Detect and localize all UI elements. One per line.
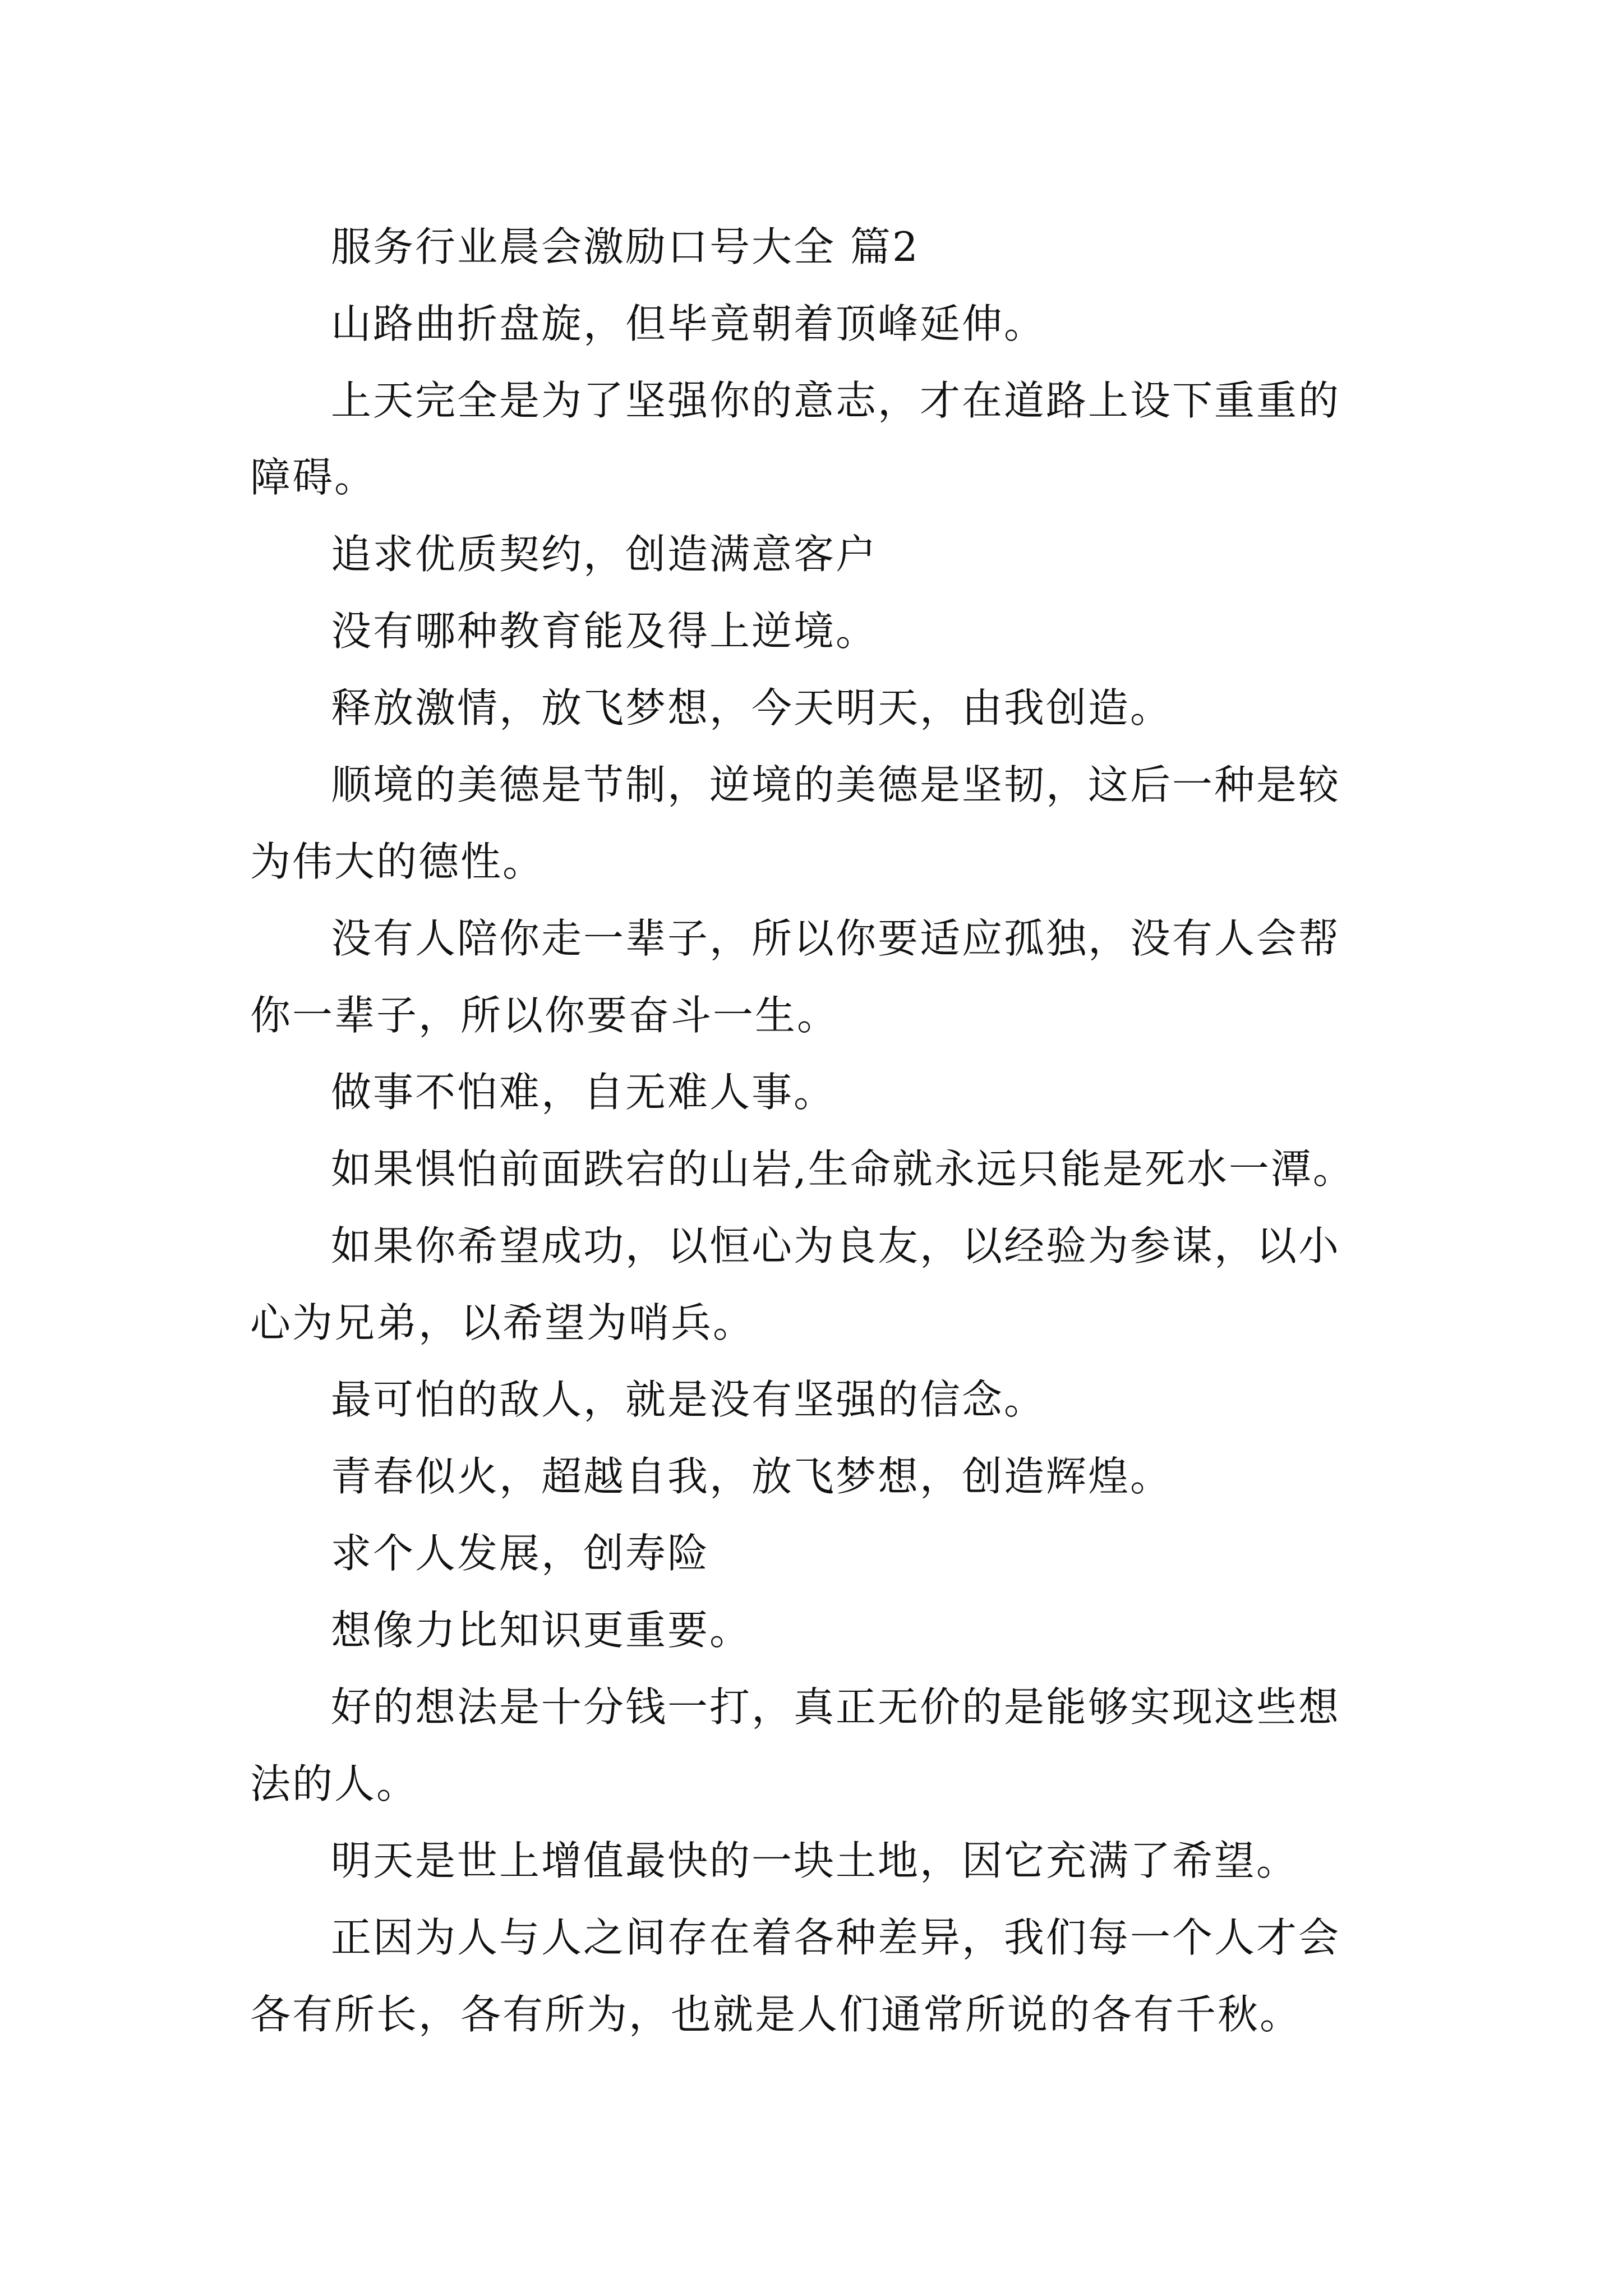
paragraph-17: 正因为人与人之间存在着各种差异，我们每一个人才会各有所长，各有所为，也就是人们通常所说的各有千秋。 [250, 1914, 1341, 2038]
paragraph-15: 好的想法是十分钱一打，真正无价的是能够实现这些想法的人。 [250, 1683, 1341, 1807]
paragraph-16: 明天是世上增值最快的一块土地，因它充满了希望。 [331, 1837, 1299, 1884]
paragraph-2: 上天完全是为了坚强你的意志，才在道路上设下重重的障碍。 [250, 377, 1341, 501]
paragraph-5: 释放激情，放飞梦想，今天明天，由我创造。 [331, 684, 1173, 731]
paragraph-8: 做事不怕难，自无难人事。 [331, 1069, 836, 1116]
paragraph-12: 青春似火，超越自我，放飞梦想，创造辉煌。 [331, 1453, 1173, 1500]
paragraph-4: 没有哪种教育能及得上逆境。 [331, 608, 878, 655]
document-body [250, 209, 1377, 2053]
paragraph-10: 如果你希望成功，以恒心为良友，以经验为参谋，以小心为兄弟，以希望为哨兵。 [250, 1222, 1341, 1346]
paragraph-11: 最可怕的敌人，就是没有坚强的信念。 [331, 1376, 1046, 1423]
document-heading: 服务行业晨会激励口号大全 篇2 [331, 223, 920, 270]
paragraph-9: 如果惧怕前面跌宕的山岩,生命就永远只能是死水一潭。 [331, 1145, 1355, 1193]
paragraph-7: 没有人陪你走一辈子，所以你要适应孤独，没有人会帮你一辈子，所以你要奋斗一生。 [250, 915, 1341, 1039]
paragraph-13: 求个人发展，创寿险 [331, 1530, 710, 1577]
paragraph-14: 想像力比知识更重要。 [331, 1607, 752, 1654]
paragraph-1: 山路曲折盘旋，但毕竟朝着顶峰延伸。 [331, 300, 1046, 347]
paragraph-3: 追求优质契约，创造满意客户 [331, 531, 878, 578]
paragraph-6: 顺境的美德是节制，逆境的美德是坚韧，这后一种是较为伟大的德性。 [250, 761, 1341, 885]
